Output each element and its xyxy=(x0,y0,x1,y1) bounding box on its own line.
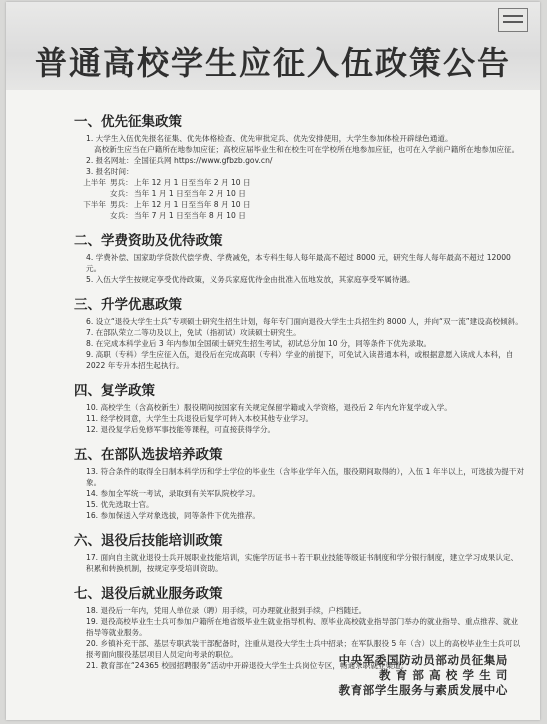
issuer-name: 教育部学生服务与素质发展中心 xyxy=(338,683,508,697)
schedule-row xyxy=(74,210,524,221)
policy-item: 14. 参加全军统一考试，录取到有关军队院校学习。 xyxy=(86,489,260,498)
policy-item: 16. 参加保送入学对象选拔，同等条件下优先推荐。 xyxy=(86,511,260,520)
schedule-row xyxy=(74,188,524,199)
section-title: 五、在部队选拔培养政策 xyxy=(74,447,223,463)
schedule-time: 当年 7 月 1 日至当年 8 月 10 日 xyxy=(134,211,246,220)
policy-item: 19. 退役高校毕业生士兵可参加户籍所在地省级毕业生就业指导机构、原毕业高校就业指导部门举办的就业指导、重点推荐、就业指导等就业服务。 xyxy=(86,617,519,637)
schedule-season: 上半年 xyxy=(83,178,106,187)
corner-badge-icon xyxy=(498,8,528,32)
schedule-row xyxy=(74,177,524,188)
schedule-season xyxy=(74,188,110,199)
schedule-season: 下半年 xyxy=(83,200,106,209)
policy-item: 12. 退役复学后免修军事技能等课程，可直接获得学分。 xyxy=(86,425,276,434)
policy-item: 15. 优先选取士官。 xyxy=(86,500,154,509)
policy-item: 3. 报名时间： xyxy=(86,167,134,176)
schedule-row xyxy=(74,199,524,210)
policy-item: 1. 大学生入伍优先报名征集、优先体格检查、优先审批定兵、优先安排使用，大学生参加体检开辟绿色通道。 xyxy=(86,134,453,143)
section-title: 一、优先征集政策 xyxy=(74,114,182,130)
policy-item: 4. 学费补偿、国家助学贷款代偿学费、学费减免，本专科生每人每年最高不超过 8000 元，研究生每人每年最高不超过 12000 元。 xyxy=(86,253,511,273)
policy-item: 18. 退役后一年内，凭用人单位录（聘）用手续，可办理就业报到手续，户档随迁。 xyxy=(86,606,367,615)
policy-item: 9. 高职（专科）学生应征入伍，退役后在完成高职（专科）学业的前提下，可免试入读普通本科，或根据意愿入读成人本科，自 2022 年专升本招生起执行。 xyxy=(86,350,514,370)
section-tuition xyxy=(74,229,524,285)
schedule-role: 男兵： xyxy=(110,178,133,187)
section-title: 四、复学政策 xyxy=(74,383,155,399)
section-further-study xyxy=(74,293,524,371)
schedule-role: 女兵： xyxy=(110,189,133,198)
section-military-selection xyxy=(74,443,524,521)
policy-item: 13. 符合条件的取得全日制本科学历和学士学位的毕业生（含毕业学年入伍，服役期间取得的），入伍 1 年半以上，可选拔为提干对象。 xyxy=(86,467,524,487)
policy-item: 20. 乡镇补充干部、基层专职武装干部配备时，注重从退役大学生士兵中招录；在军队服役 5 年（含）以上的高校毕业生士兵可以报考面向服役基层项目人员定向考录的职位。 xyxy=(86,639,521,659)
policy-item: 17. 面向自主就业退役士兵开展职业技能培训，实施学历证书＋若干职业技能等级证书制度和学分银行制度，建立学习成果认定、积累和转换机制，按规定享受培训资助。 xyxy=(86,553,519,573)
policy-item: 7. 在部队荣立二等功及以上，免试（指初试）攻读硕士研究生。 xyxy=(86,328,301,337)
policy-item: 5. 入伍大学生按规定享受优待政策，义务兵家庭优待金由批准入伍地发放，其家庭享受军属待遇。 xyxy=(86,275,415,284)
issuer-name: 中央军委国防动员部动员征集局 xyxy=(338,653,508,667)
policy-item: 11. 经学校同意，大学生士兵退役后复学可转入本校其他专业学习。 xyxy=(86,414,314,423)
section-priority xyxy=(74,110,524,221)
policy-item: 10. 高校学生（含高校新生）服役期间按国家有关规定保留学籍或入学资格，退役后 2 年内允许复学或入学。 xyxy=(86,403,452,412)
section-resume-study xyxy=(74,379,524,435)
schedule-time: 上年 12 月 1 日至当年 8 月 10 日 xyxy=(134,200,251,209)
policy-content xyxy=(74,102,524,671)
policy-item: 高校新生应当在户籍所在地参加应征；高校应届毕业生和在校生可在学校所在地参加应征，也可在入学前户籍所在地参加应征。 xyxy=(94,145,520,154)
policy-item: 2. 报名网址：全国征兵网 https://www.gfbzb.gov.cn/ xyxy=(86,156,273,165)
section-skill-training xyxy=(74,529,524,574)
policy-item: 8. 在完成本科学业后 3 年内参加全国硕士研究生招生考试，初试总分加 10 分，同等条件下优先录取。 xyxy=(86,339,432,348)
section-title: 三、升学优惠政策 xyxy=(74,297,182,313)
issuer-name: 教 育 部 高 校 学 生 司 xyxy=(378,668,508,682)
page-title: 普通高校学生应征入伍政策公告 xyxy=(34,44,511,82)
section-title: 六、退役后技能培训政策 xyxy=(74,533,223,549)
schedule-role: 女兵： xyxy=(110,211,133,220)
schedule-season xyxy=(74,210,110,221)
issuer-block xyxy=(339,653,508,698)
policy-item: 6. 设立“退役大学生士兵”专项硕士研究生招生计划，每年专门面向退役大学生士兵招生约 8000 人，并向“双一流”建设高校倾斜。 xyxy=(86,317,523,326)
schedule-role: 男兵： xyxy=(110,200,133,209)
schedule-time: 上年 12 月 1 日至当年 2 月 10 日 xyxy=(134,178,251,187)
section-title: 七、退役后就业服务政策 xyxy=(74,586,223,602)
schedule-time: 当年 1 月 1 日至当年 2 月 10 日 xyxy=(134,189,246,198)
section-title: 二、学费资助及优待政策 xyxy=(74,233,223,249)
policy-item: 21. 教育部在“24365 校园招聘服务”活动中开辟退役大学生士兵岗位专区，畅通求职就业渠道。 xyxy=(86,661,409,670)
notice-sheet xyxy=(6,2,540,720)
